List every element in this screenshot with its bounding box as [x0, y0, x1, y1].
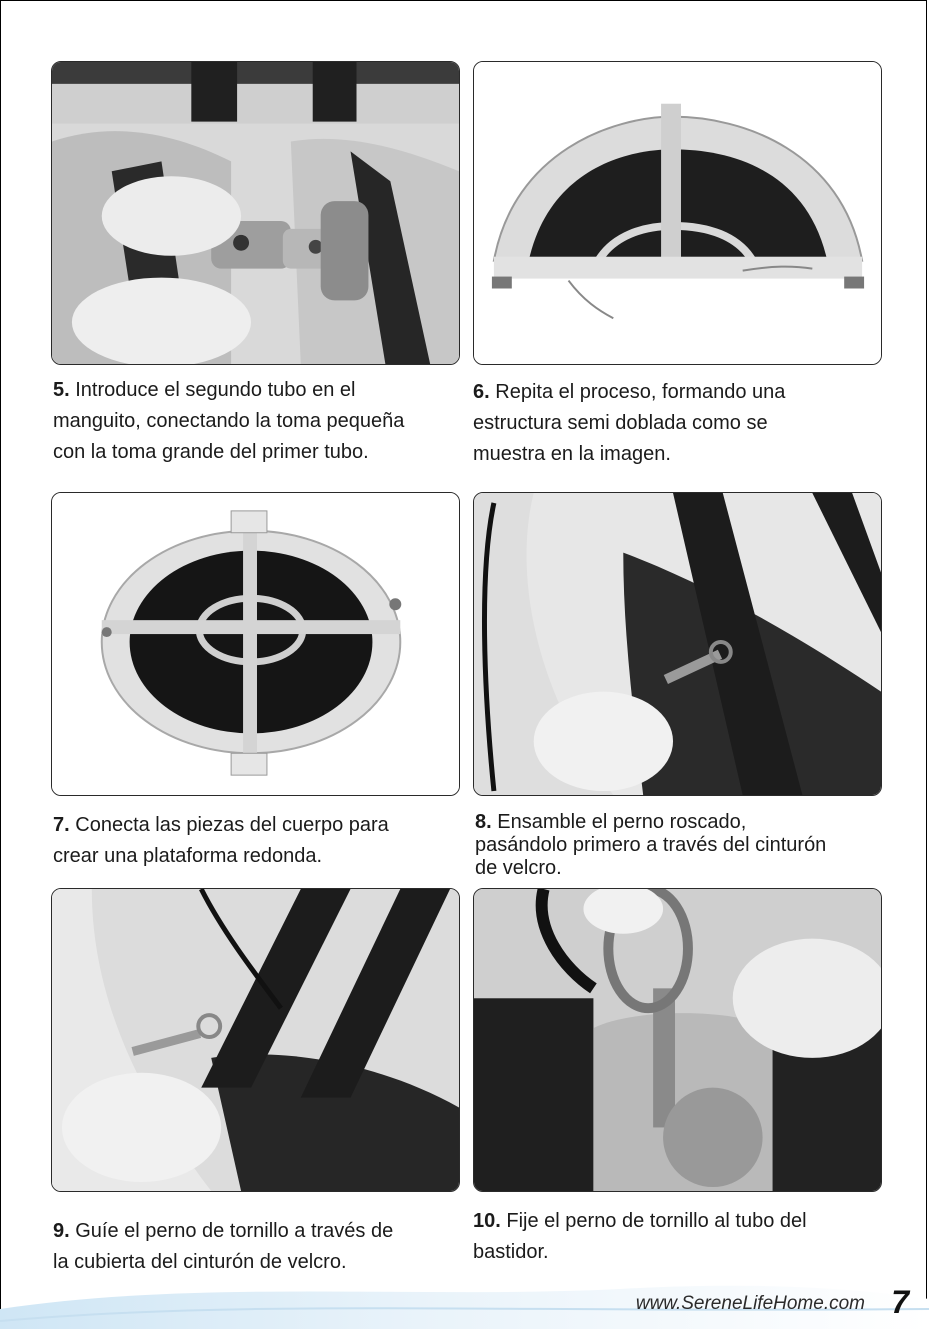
step-10-photo [473, 888, 882, 1192]
step-9-number: 9. [53, 1220, 70, 1242]
step-5-number: 5. [53, 379, 70, 401]
step-10-caption [473, 1206, 807, 1268]
step-7-caption [53, 810, 389, 872]
step-6-line-1: Repita el proceso, formando una [495, 381, 786, 403]
footer-website-url[interactable]: www.SereneLifeHome.com [635, 1293, 865, 1314]
step-5-caption [53, 375, 404, 468]
step-8-line-1: Ensamble el perno roscado, [497, 811, 747, 833]
step-10-line-2: bastidor. [473, 1241, 549, 1263]
step-9-line-2: la cubierta del cinturón de velcro. [53, 1251, 347, 1273]
step-5-photo [51, 61, 460, 365]
step-5-line-1: Introduce el segundo tubo en el [75, 379, 356, 401]
step-7-photo [51, 492, 460, 796]
step-6-line-2: estructura semi doblada como se [473, 412, 768, 434]
step-6-photo [473, 61, 882, 365]
step-6-caption [473, 377, 785, 470]
step-7-number: 7. [53, 814, 70, 836]
step-9-line-1: Guíe el perno de tornillo a través de [75, 1220, 394, 1242]
step-8-photo [473, 492, 882, 796]
step-7-line-2: crear una plataforma redonda. [53, 845, 323, 867]
step-6-number: 6. [473, 381, 490, 403]
step-8-number: 8. [475, 811, 492, 833]
step-7-line-1: Conecta las piezas del cuerpo para [75, 814, 389, 836]
step-8-caption [475, 811, 826, 880]
step-6-line-3: muestra en la imagen. [473, 443, 671, 465]
step-10-number: 10. [473, 1210, 501, 1232]
step-5-line-3: con la toma grande del primer tubo. [53, 441, 369, 463]
page-number: 7 [891, 1284, 909, 1320]
step-8-line-3: de velcro. [475, 857, 562, 879]
step-9-photo [51, 888, 460, 1192]
step-5-line-2: manguito, conectando la toma pequeña [53, 410, 405, 432]
step-10-line-1: Fije el perno de tornillo al tubo del [506, 1210, 807, 1232]
step-8-line-2: pasándolo primero a través del cinturón [475, 834, 827, 856]
